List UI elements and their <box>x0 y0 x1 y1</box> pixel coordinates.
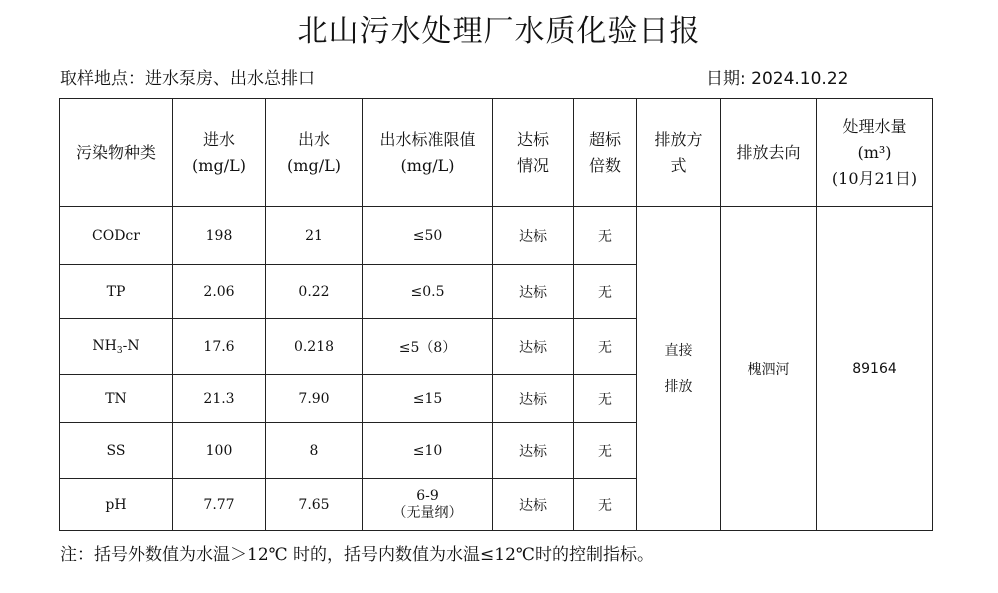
header-exceed: 超标 倍数 <box>574 99 637 207</box>
effluent-value: 8 <box>266 423 363 479</box>
exceed-value: 无 <box>574 479 637 531</box>
header-volume: 处理水量 (m³) (10月21日) <box>817 99 933 207</box>
influent-value: 100 <box>173 423 266 479</box>
pollutant-name-subscript: 3 <box>116 345 123 356</box>
header-pollutant: 污染物种类 <box>60 99 173 207</box>
pollutant-name <box>60 319 173 375</box>
header-discharge-destination: 排放去向 <box>721 99 817 207</box>
effluent-value: 7.65 <box>266 479 363 531</box>
limit-value: 6-9 （无量纲） <box>363 479 493 531</box>
influent-value: 198 <box>173 207 266 265</box>
influent-value: 21.3 <box>173 375 266 423</box>
limit-value: ≤50 <box>363 207 493 265</box>
exceed-value: 无 <box>574 319 637 375</box>
table-header-row <box>60 99 933 207</box>
report-date: 日期: 2024.10.22 <box>706 69 849 89</box>
pollutant-name-tail: -N <box>122 337 140 354</box>
header-effluent: 出水 (mg/L) <box>266 99 363 207</box>
limit-value: ≤10 <box>363 423 493 479</box>
sampling-location: 取样地点：进水泵房、出水总排口 <box>60 69 315 89</box>
pollutant-name: CODcr <box>60 207 173 265</box>
exceed-value: 无 <box>574 375 637 423</box>
discharge-destination: 槐泗河 <box>721 207 817 531</box>
compliance-value: 达标 <box>493 479 574 531</box>
pollutant-name: TN <box>60 375 173 423</box>
header-limit: 出水标准限值 (mg/L) <box>363 99 493 207</box>
discharge-method: 直接 排放 <box>637 207 721 531</box>
limit-value: ≤5（8） <box>363 319 493 375</box>
compliance-value: 达标 <box>493 207 574 265</box>
effluent-value: 21 <box>266 207 363 265</box>
exceed-value: 无 <box>574 265 637 319</box>
exceed-value: 无 <box>574 207 637 265</box>
pollutant-name-main: NH <box>92 337 117 354</box>
limit-value: ≤15 <box>363 375 493 423</box>
compliance-value: 达标 <box>493 265 574 319</box>
effluent-value: 0.218 <box>266 319 363 375</box>
header-compliance: 达标 情况 <box>493 99 574 207</box>
table-row <box>60 207 933 265</box>
compliance-value: 达标 <box>493 423 574 479</box>
influent-value: 17.6 <box>173 319 266 375</box>
limit-value: ≤0.5 <box>363 265 493 319</box>
influent-value: 7.77 <box>173 479 266 531</box>
pollutant-name: SS <box>60 423 173 479</box>
header-influent: 进水 (mg/L) <box>173 99 266 207</box>
effluent-value: 0.22 <box>266 265 363 319</box>
header-discharge-method: 排放方 式 <box>637 99 721 207</box>
compliance-value: 达标 <box>493 375 574 423</box>
exceed-value: 无 <box>574 423 637 479</box>
pollutant-name: pH <box>60 479 173 531</box>
footnote: 注：括号外数值为水温＞12℃ 时的，括号内数值为水温≤12℃时的控制指标。 <box>60 545 654 565</box>
water-quality-table <box>59 98 933 531</box>
pollutant-name: TP <box>60 265 173 319</box>
report-title: 北山污水处理厂水质化验日报 <box>297 14 701 49</box>
influent-value: 2.06 <box>173 265 266 319</box>
compliance-value: 达标 <box>493 319 574 375</box>
treated-volume: 89164 <box>817 207 933 531</box>
effluent-value: 7.90 <box>266 375 363 423</box>
